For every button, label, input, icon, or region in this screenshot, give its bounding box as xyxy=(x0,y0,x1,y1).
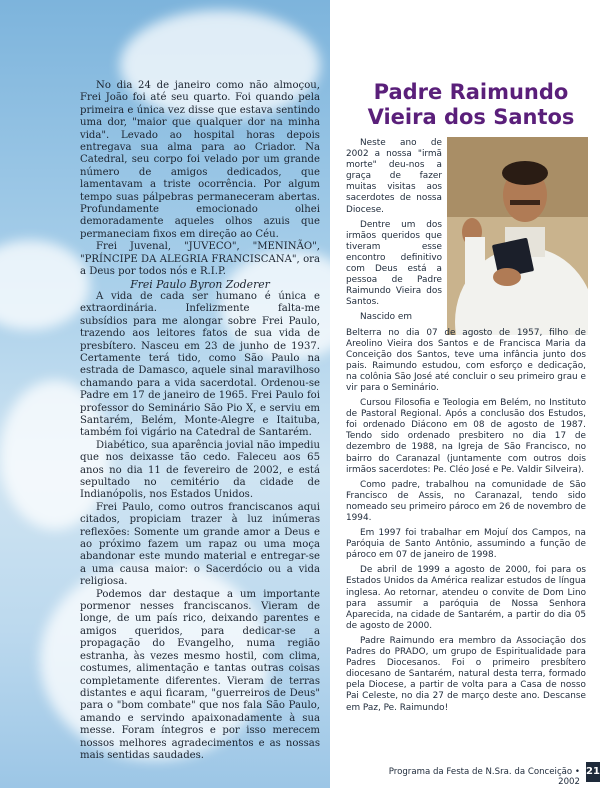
left-paragraph: Frei Paulo, como outros franciscanos aqui citados, propiciam trazer à luz inúmeras reflexões: Somente um grande amor a Deus e ao próximo fazem um rapaz ou uma moça abandonar este mundo material e entregar-se a uma causa maior: o Sacerdócio ou a vida religiosa. xyxy=(80,501,320,588)
left-paragraph: Diabético, sua aparência jovial não impediu que nos deixasse tão cedo. Faleceu aos 65 anos no dia 11 de fevereiro de 2002, e está sepultado no cemitério da cidade de Indianópolis, nos Estados Unidos. xyxy=(80,439,320,501)
right-paragraph: De abril de 1999 a agosto de 2000, foi para os Estados Unidos da América realizar estudos de língua inglesa. Ao retornar, atendeu o convite de Dom Lino para assumir a paróquia de Nossa Senhora Aparecida, na cidade de Santarém, a partir do dia 05 de agosto de 2000. xyxy=(346,565,586,631)
right-paragraph: Nascido em xyxy=(360,312,413,323)
narrow-text-block xyxy=(346,138,442,324)
left-article-text xyxy=(80,80,320,762)
right-paragraph: Neste ano de 2002 a nossa "irmã morte" deu-nos a graça de fazer muitas visitas aos sacerdotes de nossa Diocese. xyxy=(346,138,442,215)
right-article-text xyxy=(346,138,586,718)
article-title xyxy=(346,80,596,130)
left-paragraph: Frei Juvenal, "JUVECO", "MENINÃO", "PRÍNCIPE DA ALEGRIA FRANCISCANA", ora a Deus por todos nós e R.I.P. xyxy=(80,241,320,278)
title-line-1: Padre Raimundo xyxy=(373,80,569,104)
right-paragraph: Padre Raimundo era membro da Associação dos Padres do PRADO, um grupo de Espiritualidade para Padres Diocesanos. Foi o primeiro presbítero diocesano de Santarém, natural desta terra, formado pela Diocese, a partir de volta para a Casa de nosso Pai Celeste, no dia 27 de março deste ano. Descanse em Paz, Pe. Raimundo! xyxy=(346,635,586,713)
right-paragraph: Belterra no dia 07 de agosto de 1957, filho de Areolino Vieira dos Santos e de Francisca Maria da Conceição dos Santos, teve uma infância junto dos pais. Raimundo estudou, com esforço e dedicação, na colônia São José até concluir o seu primeiro grau e vir para o Seminário. xyxy=(346,327,586,393)
column-divider xyxy=(330,0,338,788)
right-paragraph: Cursou Filosofia e Teologia em Belém, no Instituto de Pastoral Regional. Após a conclusão dos Estudos, foi ordenado Diácono em 08 de agosto de 1987. Tendo sido ordenado presbitero no dia 17 de dezembro de 1988, na Igreja de São Francisco, no bairro do Caranazal (juntamente com outros dois irmãos sacerdotes: Pe. Cléo José e Pe. Valdir Silveira). xyxy=(346,398,586,475)
signature: Frei Paulo Byron Zoderer xyxy=(130,277,270,291)
page-number: 21 xyxy=(586,762,600,782)
left-paragraph: No dia 24 de janeiro como não almoçou, Frei João foi até seu quarto. Foi quando pela primeira e única vez disse que estava sentindo uma dor, "maior que qualquer dor na minha vida". Levado ao hospital horas depois entregava sua alma para ao Criador. Na Catedral, seu corpo foi velado por um grande número de amigos dedicados, que lamentavam a triste ocorrência. Por algum tempo suas pálpebras permaneceram abertas. Profundamente emocionado olhei demoradamente aqueles olhos azuis que permaneciam fixos em direção ao Céu. xyxy=(80,80,320,240)
left-paragraph: A vida de cada ser humano é única e extraordinária. Infelizmente falta-me subsídios para me alongar sobre Frei Paulo, trazendo aos leitores fatos de sua vida de presbítero. Nasceu em 23 de junho de 1937. Certamente terá tido, como São Paulo na estrada de Damasco, aquele sinal maravilhoso chamando para a vida sacerdotal. Ordenou-se Padre em 17 de janeiro de 1965. Frei Paulo foi professor do Seminário São Pio X, e serviu em Santarém, Belém, Monte-Alegre e Itaituba, também foi vigário na Catedral de Santarém. xyxy=(80,290,320,439)
page-footer: Programa da Festa de N.Sra. da Conceição • 2002 xyxy=(388,767,580,787)
cloud-decoration xyxy=(0,240,90,330)
title-line-2: Vieira dos Santos xyxy=(367,105,575,129)
right-paragraph: Dentre um dos irmãos queridos que tiveram esse encontro definitivo com Deus está a pessoa de Padre Raimundo Vieira dos Santos. xyxy=(346,219,442,308)
right-paragraph: Em 1997 foi trabalhar em Mojuí dos Campos, na Paróquia de Santo Antônio, assumindo a função de pároco em 07 de janeiro de 1998. xyxy=(346,528,586,561)
right-paragraph: Como padre, trabalhou na comunidade de São Francisco de Assis, no Caranazal, tendo sido nomeado seu primeiro pároco em 26 de novembro de 1994. xyxy=(346,479,586,523)
left-paragraph: Podemos dar destaque a um importante pormenor nesses franciscanos. Vieram de longe, de um país rico, deixando parentes e amigos queridos, para dedicar-se a propagação do Evangelho, numa região estranha, às vezes mesmo hostil, com clima, costumes, alimentação e tantas outras coisas completamente diferentes. Vieram de terras distantes e aqui ficaram, "guerreiros de Deus" para o "bom combate" que nos fala São Paulo, amando e servindo apaixonadamente à sua messe. Foram íntegros e por isso merecem nossos melhores agradecimentos e as nossas mais sentidas saudades. xyxy=(80,588,320,761)
